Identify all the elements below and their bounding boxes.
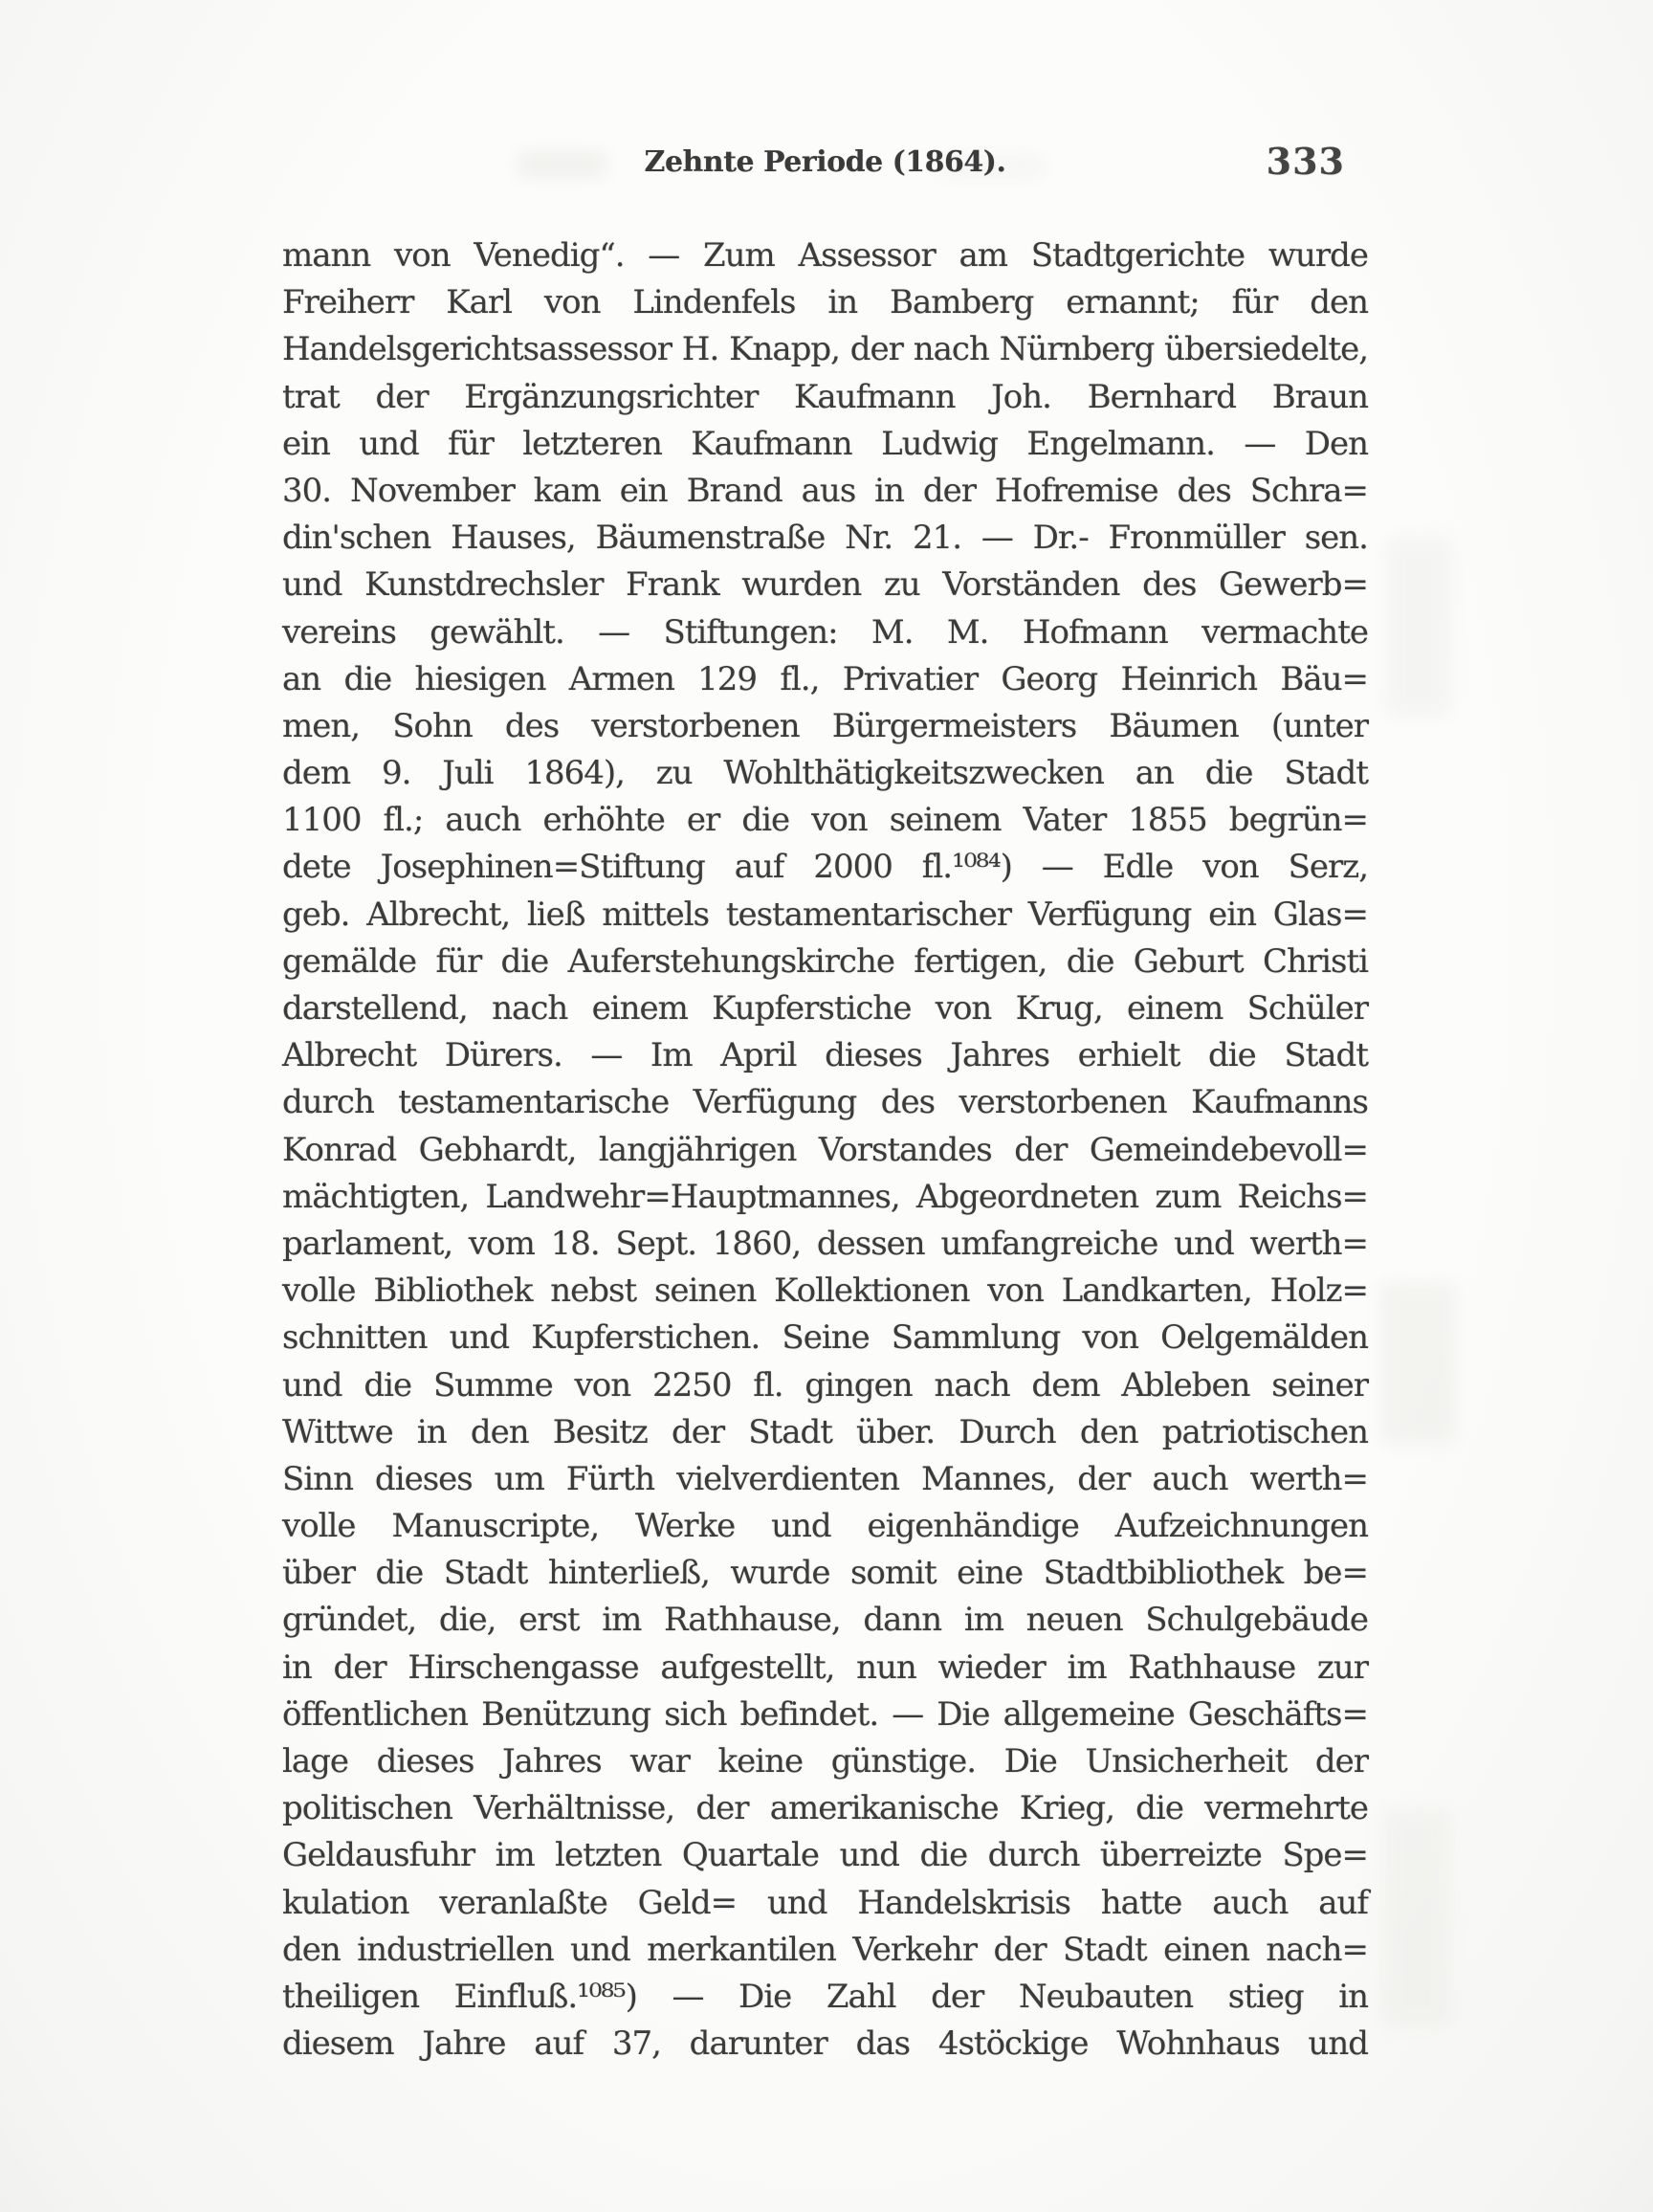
text-line: darstellend, nach einem Kupferstiche von Krug, einem Schüler <box>282 989 1368 1028</box>
text-line: und die Summe von 2250 fl. gingen nach dem Ableben seiner <box>282 1365 1368 1405</box>
text-line: dete Josephinen=Stiftung auf 2000 fl.¹⁰⁸⁴) — Edle von Serz, <box>282 848 1368 887</box>
bleed-through-artifact <box>1379 1282 1456 1445</box>
text-line: men, Sohn des verstorbenen Bürgermeisters Bäumen (unter <box>282 706 1368 745</box>
bleed-through-artifact <box>1385 536 1452 718</box>
text-line: Sinn dieses um Fürth vielverdienten Mannes, der auch werth= <box>282 1459 1368 1498</box>
bleed-through-artifact <box>1382 1808 1451 2028</box>
text-line: und Kunstdrechsler Frank wurden zu Vorständen des Gewerb= <box>282 565 1368 605</box>
text-line: in der Hirschengasse aufgestellt, nun wieder im Rathhause zur <box>282 1648 1368 1687</box>
text-line: Geldausfuhr im letzten Quartale und die durch überreizte Spe= <box>282 1836 1368 1875</box>
text-line: parlament, vom 18. Sept. 1860, dessen umfangreiche und werth= <box>282 1224 1368 1263</box>
text-line: ein und für letzteren Kaufmann Ludwig Engelmann. — Den <box>282 424 1368 463</box>
text-line: trat der Ergänzungsrichter Kaufmann Joh. Bernhard Braun <box>282 377 1368 416</box>
text-line: din'schen Hauses, Bäumenstraße Nr. 21. — Dr.- Fronmüller sen. <box>282 519 1368 558</box>
text-line: Albrecht Dürers. — Im April dieses Jahres erhielt die Stadt <box>282 1036 1368 1075</box>
text-block <box>282 140 1368 2068</box>
text-line: lage dieses Jahres war keine günstige. Die Unsicherheit der <box>282 1742 1368 1781</box>
text-line: volle Bibliothek nebst seinen Kollektionen von Landkarten, Holz= <box>282 1272 1368 1311</box>
text-line: Handelsgerichtsassessor H. Knapp, der nach Nürnberg übersiedelte, <box>282 330 1368 369</box>
text-line: gemälde für die Auferstehungskirche fertigen, die Geburt Christi <box>282 941 1368 981</box>
text-line: dem 9. Juli 1864), zu Wohlthätigkeitszwecken an die Stadt <box>282 754 1368 793</box>
running-head <box>282 140 1368 184</box>
text-line: vereins gewählt. — Stiftungen: M. M. Hofmann vermachte <box>282 612 1368 652</box>
text-line: 30. November kam ein Brand aus in der Hofremise des Schra= <box>282 471 1368 510</box>
text-line: mann von Venedig“. — Zum Assessor am Stadtgerichte wurde <box>282 236 1368 275</box>
text-line: geb. Albrecht, ließ mittels testamentarischer Verfügung ein Glas= <box>282 895 1368 934</box>
text-line: kulation veranlaßte Geld= und Handelskrisis hatte auch auf <box>282 1883 1368 1922</box>
text-line: öffentlichen Benützung sich befindet. — Die allgemeine Geschäfts= <box>282 1694 1368 1734</box>
body-text <box>282 232 1368 2068</box>
text-line: schnitten und Kupferstichen. Seine Sammlung von Oelgemälden <box>282 1318 1368 1358</box>
text-line: gründet, die, erst im Rathhause, dann im neuen Schulgebäude <box>282 1601 1368 1640</box>
text-line: den industriellen und merkantilen Verkehr der Stadt einen nach= <box>282 1930 1368 1969</box>
text-line: volle Manuscripte, Werke und eigenhändige Aufzeichnungen <box>282 1507 1368 1546</box>
text-line: theiligen Einfluß.¹⁰⁸⁵) — Die Zahl der Neubauten stieg in <box>282 1977 1368 2016</box>
chapter-header: Zehnte Periode (1864). <box>644 145 1006 179</box>
text-line: durch testamentarische Verfügung des verstorbenen Kaufmanns <box>282 1083 1368 1122</box>
text-line: diesem Jahre auf 37, darunter das 4stöckige Wohnhaus und <box>282 2024 1368 2064</box>
text-line: an die hiesigen Armen 129 fl., Privatier Georg Heinrich Bäu= <box>282 659 1368 698</box>
text-line: 1100 fl.; auch erhöhte er die von seinem Vater 1855 begrün= <box>282 801 1368 840</box>
text-line: über die Stadt hinterließ, wurde somit eine Stadtbibliothek be= <box>282 1554 1368 1593</box>
text-line: Konrad Gebhardt, langjährigen Vorstandes der Gemeindebevoll= <box>282 1130 1368 1169</box>
text-line: politischen Verhältnisse, der amerikanische Krieg, die vermehrte <box>282 1789 1368 1828</box>
text-line: Wittwe in den Besitz der Stadt über. Durch den patriotischen <box>282 1412 1368 1451</box>
text-line: mächtigten, Landwehr=Hauptmannes, Abgeordneten zum Reichs= <box>282 1177 1368 1216</box>
text-line: Freiherr Karl von Lindenfels in Bamberg ernannt; für den <box>282 283 1368 322</box>
page-number: 333 <box>1266 140 1345 183</box>
